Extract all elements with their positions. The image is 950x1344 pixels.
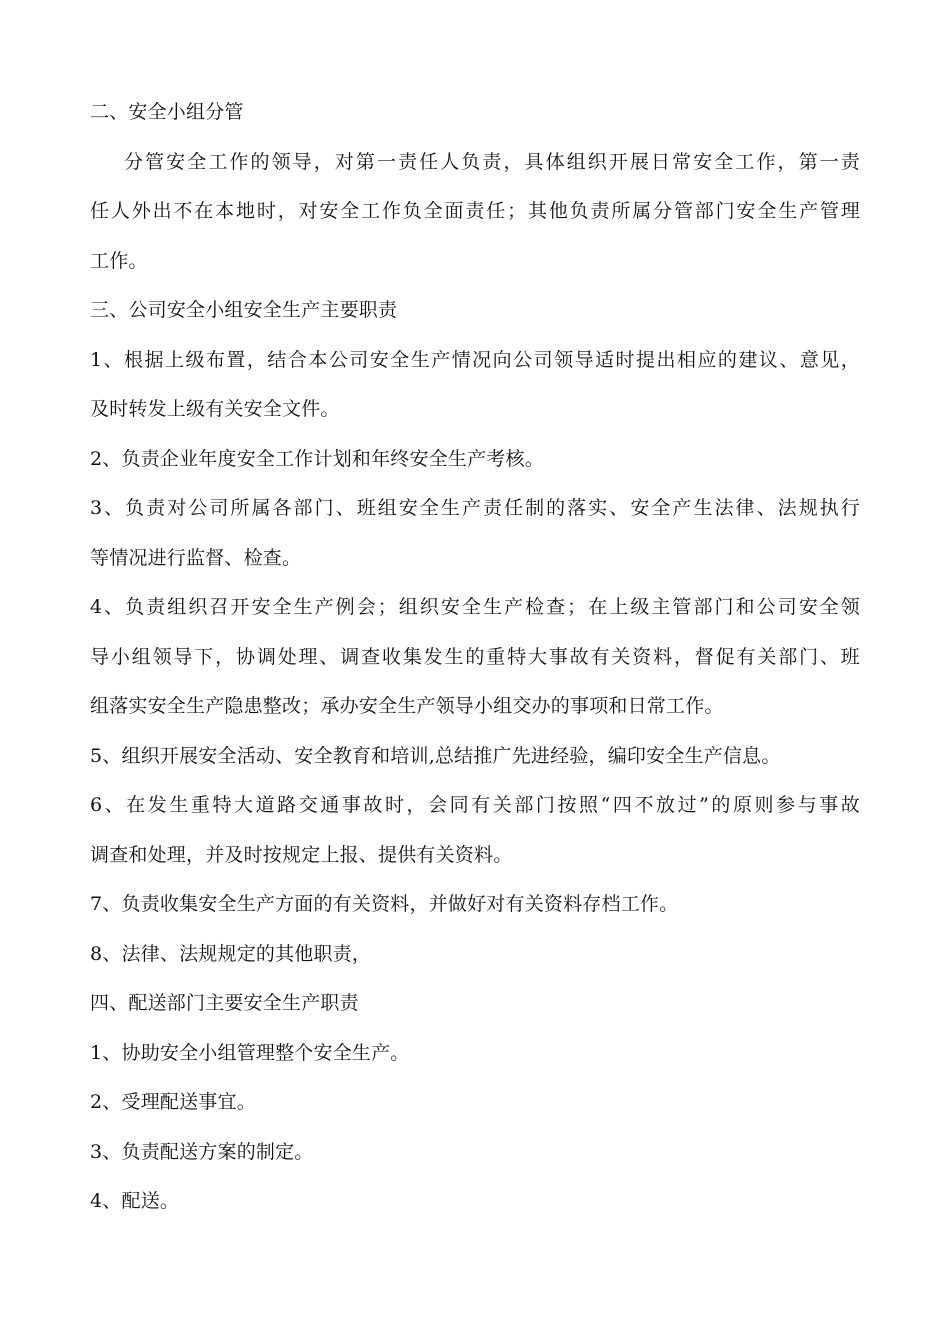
list-item-line: 及时转发上级有关安全文件。	[90, 398, 340, 420]
list-item-line: 等情况进行监督、检查。	[90, 546, 302, 569]
list-item: 2、受理配送事宜。	[90, 1091, 256, 1113]
list-item-line: 8、法律、法规规定的其他职责，	[90, 942, 372, 965]
list-item: 1、协助安全小组管理整个安全生产。	[90, 1041, 410, 1064]
list-item-line: 组落实安全生产隐患整改；承办安全生产领导小组交办的事项和日常工作。	[90, 695, 724, 717]
paragraph-line: 分管安全工作的领导，对第一责任人负责，具体组织开展日常安全工作，第一责	[124, 150, 860, 173]
section-3-list	[90, 336, 860, 980]
list-item	[90, 732, 860, 782]
section-heading-4: 四、配送部门主要安全生产职责	[90, 992, 359, 1014]
list-item-line: 导小组领导下，协调处理、调查收集发生的重特大事故有关资料，督促有关部门、班	[90, 645, 860, 668]
list-item-line: 7、负责收集安全生产方面的有关资料，并做好对有关资料存档工作。	[90, 893, 679, 915]
paragraph-line: 任人外出不在本地时，对安全工作负全面责任；其他负责所属分管部门安全生产管理	[90, 200, 860, 222]
list-item-line: 1、根据上级布置，结合本公司安全生产情况向公司领导适时提出相应的建议、意见，	[90, 348, 860, 371]
list-item	[90, 781, 860, 880]
list-item	[90, 336, 860, 435]
list-item-line: 调查和处理，并及时按规定上报、提供有关资料。	[90, 843, 513, 866]
list-item	[90, 484, 860, 583]
list-item-line: 6、在发生重特大道路交通事故时，会同有关部门按照“四不放过”的原则参与事故	[90, 794, 860, 816]
list-item-line: 3、负责对公司所属各部门、班组安全生产责任制的落实、安全产生法律、法规执行	[90, 497, 860, 519]
section-2-paragraph	[90, 138, 860, 287]
section-heading-2: 二、安全小组分管	[90, 101, 244, 123]
list-item	[90, 583, 860, 732]
list-item	[90, 930, 860, 980]
list-item	[90, 435, 860, 485]
list-item-line: 4、负责组织召开安全生产例会；组织安全生产检查；在上级主管部门和公司安全领	[90, 596, 860, 618]
paragraph-line: 工作。	[90, 249, 148, 272]
list-item-line: 2、负责企业年度安全工作计划和年终安全生产考核。	[90, 447, 544, 470]
list-item-line: 5、组织开展安全活动、安全教育和培训,总结推广先进经验，编印安全生产信息。	[90, 744, 781, 767]
document-page	[90, 88, 860, 1227]
list-item	[90, 880, 860, 930]
section-4-list	[90, 1029, 860, 1227]
section-heading-3: 三、公司安全小组安全生产主要职责	[90, 299, 398, 321]
list-item: 4、配送。	[90, 1190, 180, 1212]
list-item: 3、负责配送方案的制定。	[90, 1140, 314, 1163]
